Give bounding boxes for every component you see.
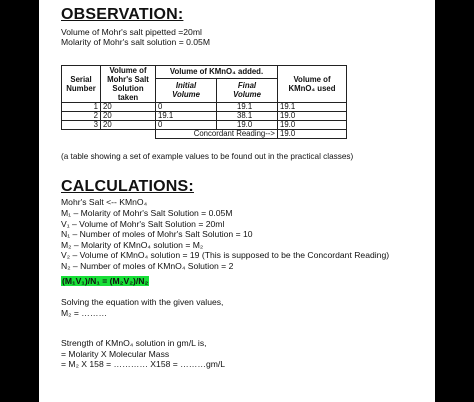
- table-row: 3 20 0 19.0 19.0: [62, 121, 347, 130]
- table-row: 1 20 0 19.1 19.1: [62, 103, 347, 112]
- concordant-label: Concordant Reading-->: [156, 130, 278, 139]
- concordant-row: [62, 130, 347, 139]
- header-initial-volume: Initial Volume: [156, 78, 217, 102]
- header-serial: Serial Number: [62, 66, 101, 103]
- calculations-title: CALCULATIONS:: [61, 178, 194, 195]
- observation-table: [61, 65, 347, 139]
- observation-title: OBSERVATION:: [61, 6, 184, 23]
- formula-highlight: [61, 276, 149, 286]
- header-kmno4-group: Volume of KMnO₄ added.: [156, 66, 278, 79]
- m1-line: M₁ – Molarity of Mohr's Salt Solution = 0.05M: [61, 208, 233, 218]
- header-final-volume: Final Volume: [217, 78, 278, 102]
- header-kmno4-used: Volume of KMnO₄ used: [278, 66, 347, 103]
- v1-line: V₁ – Volume of Mohr's Salt Solution = 20ml: [61, 218, 225, 229]
- solve-line: Solving the equation with the given values,: [61, 297, 224, 307]
- m2-result-line: M₂ = ………: [61, 307, 108, 318]
- molarity-line: Molarity of Mohr's salt solution = 0.05M: [61, 37, 210, 47]
- v2-line: V₂ – Volume of KMnO₄ solution = 19 (This is supposed to be the Concordant Reading): [61, 250, 390, 260]
- n2-line: N₂ – Number of moles of KMnO₄ Solution = 2: [61, 260, 234, 271]
- strength-result-line: = M₂ X 158 = ………… X158 = ………gm/L: [61, 359, 226, 369]
- molarity-mass-line: = Molarity X Molecular Mass: [61, 348, 170, 359]
- reaction-line: Mohr's Salt <-- KMnO₄: [61, 197, 148, 207]
- table-row: 2 20 19.1 38.1 19.0: [62, 112, 347, 121]
- n1-line: N₁ – Number of moles of Mohr's Salt Solution = 10: [61, 229, 253, 239]
- header-mohr-volume: Volume of Mohr's Salt Solution taken: [101, 66, 156, 103]
- m2-line: M₂ – Molarity of KMnO₄ solution = M₂: [61, 239, 204, 250]
- document-page: [39, 0, 435, 402]
- concordant-value: 19.0: [278, 130, 347, 139]
- table-caption: (a table showing a set of example values to be found out in the practical classes): [61, 152, 354, 161]
- pipetted-volume-line: Volume of Mohr's salt pipetted =20ml: [61, 27, 202, 37]
- formula-text: (M₁V₁)/N₁ = (M₂V₂)/N₂: [62, 276, 149, 286]
- strength-line: Strength of KMnO₄ solution in gm/L is,: [61, 338, 207, 348]
